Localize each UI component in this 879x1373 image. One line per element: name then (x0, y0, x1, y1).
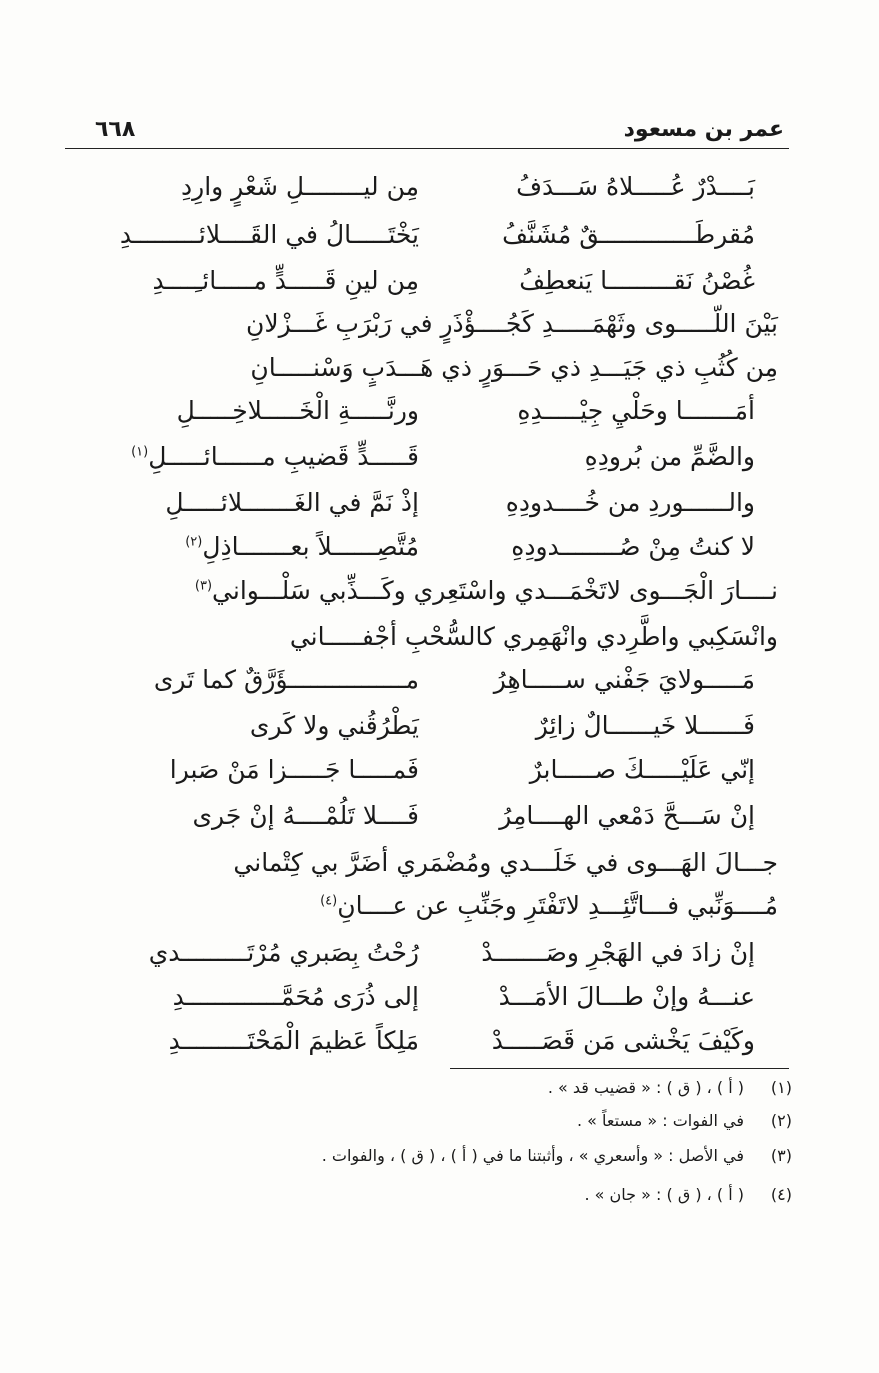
verse-left: قَـــــدٍّ قَضيبِ مــــــائـــــلِ$^{(١)}$ (131, 442, 419, 471)
page-number: ٦٦٨ (95, 117, 136, 142)
footnote-ref: (١) (131, 444, 149, 460)
verse-full-line: بَيْنَ اللّـــــوى وثَهْمَـــــدِ كَجُــــؤْذَرٍ في رَبْرَبِ غَـــزْلانِ (246, 309, 778, 338)
verse-right: مُقرطَـــــــــــــقٌ مُشَنَّفُ (502, 220, 755, 249)
footnote (322, 1146, 792, 1165)
footnote (584, 1185, 792, 1204)
footnote-text: ( أ ) ، ( ق ) : « جان » . (584, 1185, 744, 1204)
footnote-rule (450, 1068, 789, 1069)
verse-left: إذْ نَمَّ في الغَـــــــلائـــــلِ (165, 488, 419, 517)
verse-left: مَلِكاً عَظيمَ الْمَحْتَـــــــــدِ (168, 1026, 419, 1055)
running-header-title: عمر بن مسعود (623, 117, 784, 142)
footnote-number: (٤) (770, 1185, 792, 1204)
verse-left: يَخْتَـــــالُ في القَــــلائـــــــــدِ (119, 220, 419, 249)
footnote-number: (٢) (770, 1111, 792, 1130)
verse-right: وكَيْفَ يَخْشى مَن قَصَـــــدْ (491, 1026, 755, 1055)
verse-left: يَطْرُقُني ولا كَرى (249, 711, 419, 740)
verse-right: إنْ سَـــحَّ دَمْعي الهــــامِرُ (499, 801, 755, 830)
footnote-ref: (٤) (320, 893, 338, 909)
verse-left: ورنَّـــــةِ الْخَـــــلاخِـــــلِ (176, 396, 419, 425)
verse-left: مــــــــــــــــؤَرَّقٌ كما تَرى (153, 665, 419, 694)
verse-left: مِن ليــــــــلِ شَعْرٍ وارِدِ (181, 172, 419, 201)
verse-left: مُتَّصِــــــلاً بعـــــــاذِلِ$^{(٢)}$ (185, 532, 419, 561)
footnote-number: (٣) (770, 1146, 792, 1165)
verse-left: رُحْتُ بِصَبري مُرْتَـــــــــدي (148, 938, 419, 967)
header-rule (65, 148, 789, 149)
footnote-ref: (٣) (194, 578, 213, 594)
verse-full-line: مِن كُثُبِ ذي جَيَـــدِ ذي حَـــوَرٍ ذي هَـــدَبٍ وَسْنـــــانِ (250, 353, 778, 382)
verse-right: فَــــــلا خَيــــــالٌ زائِرٌ (535, 711, 755, 740)
verse-left: فَمـــــا جَـــــزا مَنْ صَبرا (169, 755, 419, 784)
verse-right: بَــــدْرٌ عُـــــلاهُ سَـــدَفُ (516, 172, 755, 201)
verse-full-line: مُــــوَنِّبي فـــاتَّئِـــدِ لاتَفْتَرِ وجَنِّبِ عن عــــانِ$^{(٤)}$ (320, 891, 778, 920)
verse-right: مَـــــولايَ جَفْني ســـــاهِرُ (493, 665, 755, 694)
footnote-text: في الفوات : « مستعاً » . (576, 1111, 744, 1130)
footnote-text: ( أ ) ، ( ق ) : « قضيب قد » . (547, 1078, 744, 1097)
verse-left: مِن لينِ قَـــــدٍّ مـــــائـِــــدِ (152, 266, 419, 295)
verse-full-line: نــــارَ الْجَـــوى لاتَخْمَـــدي واسْتَعِري وكَـــذِّبي سَلْـــواني$^{(٣)}$ (194, 576, 778, 605)
verse-right: إنّي عَلَيْـــــكَ صـــــابرٌ (529, 755, 755, 784)
verse-full-line: جـــالَ الهَـــوى في خَلَـــدي ومُضْمَري أضَرَّ بي كِتْماني (233, 848, 778, 877)
footnote (577, 1111, 792, 1130)
verse-right: والــــــوردِ من خُــــدودِهِ (505, 488, 755, 517)
verse-left: إلى ذُرَى مُحَمَّـــــــــــــدِ (172, 982, 419, 1011)
verse-left: فَــــلا تَلُمْــــهُ إنْ جَرى (192, 801, 419, 830)
footnote-number: (١) (770, 1078, 792, 1097)
verse-right: والضَّمِّ من بُرودِهِ (584, 442, 755, 471)
footnote-text: في الأصل : « وأسعري » ، وأثبتنا ما في ( أ ) ، ( ق ) ، والفوات . (321, 1146, 744, 1165)
footnote-ref: (٢) (185, 534, 203, 550)
verse-right: لا كنتُ مِنْ صُــــــــدودِهِ (511, 532, 755, 561)
verse-right: إنْ زادَ في الهَجْرِ وصَـــــــدْ (481, 938, 755, 967)
verse-right: أمَـــــــا وحَلْيِ جِيْـــــدِهِ (517, 396, 755, 425)
footnote (548, 1078, 792, 1097)
verse-right: غُصْنُ نَقـــــــــا يَنعطِفُ (519, 266, 755, 295)
verse-full-line: وانْسَكِبي واطَّرِدي وانْهَمِري كالسُّحْبِ أجْفـــــاني (289, 622, 778, 651)
verse-right: عنـــهُ وإنْ طـــالَ الأمَـــدْ (498, 982, 755, 1011)
